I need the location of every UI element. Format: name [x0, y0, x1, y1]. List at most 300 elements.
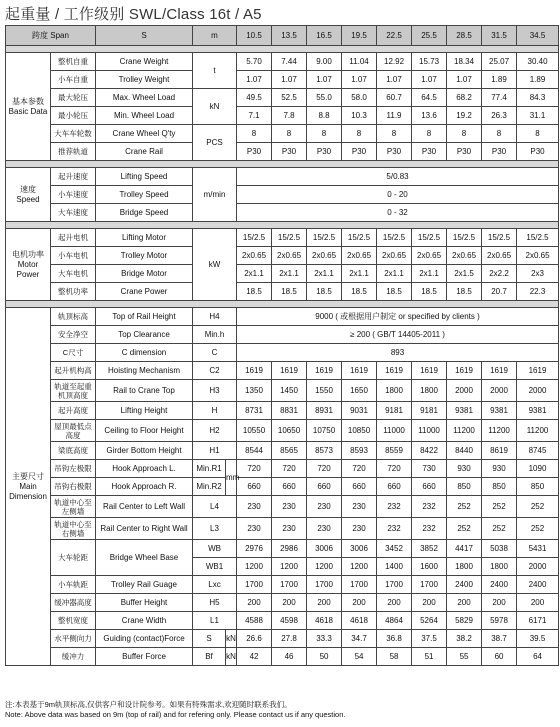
value-cell: 8544: [237, 442, 272, 460]
param-en: Trolley Weight: [96, 71, 193, 89]
header-span: 跨度 Span: [6, 26, 96, 46]
value-cell: 38.2: [447, 630, 482, 648]
param-cn: 最大轮压: [51, 89, 96, 107]
param-cn: 整机功率: [51, 283, 96, 301]
value-cell: P30: [517, 143, 559, 161]
param-cn: 轨道至起重机顶高度: [51, 380, 96, 402]
value-cell: 232: [412, 518, 447, 540]
value-cell: 1700: [342, 576, 377, 594]
param-en: Lifting Speed: [96, 168, 193, 186]
param-cn: 大车速度: [51, 204, 96, 222]
value-cell: 720: [237, 460, 272, 478]
header-span-value: 28.5: [447, 26, 482, 46]
value-cell: 2x1.1: [342, 265, 377, 283]
value-cell: 15/2.5: [377, 229, 412, 247]
table-row: [6, 402, 559, 420]
value-cell: 25.07: [482, 53, 517, 71]
group-main-dimension: 主要尺寸 Main Dimension: [6, 308, 51, 666]
header-span-value: 16.5: [307, 26, 342, 46]
table-row: [6, 576, 559, 594]
symbol-cell: S: [193, 630, 226, 648]
value-cell: 8559: [377, 442, 412, 460]
param-cn: 整机自重: [51, 53, 96, 71]
value-cell: 30.40: [517, 53, 559, 71]
symbol-cell: L3: [193, 518, 237, 540]
value-cell: 230: [307, 518, 342, 540]
symbol-cell: Min.R2: [193, 478, 226, 496]
value-cell: 10650: [272, 420, 307, 442]
value-cell: 200: [412, 594, 447, 612]
param-cn: 最小轮压: [51, 107, 96, 125]
value-cell: 720: [377, 460, 412, 478]
value-cell: 660: [307, 478, 342, 496]
value-cell: 15/2.5: [412, 229, 447, 247]
param-en: Rail Center to Left Wall: [96, 496, 193, 518]
value-cell: 18.5: [237, 283, 272, 301]
value-cell: 10550: [237, 420, 272, 442]
value-cell: 252: [447, 496, 482, 518]
header-span-value: 19.5: [342, 26, 377, 46]
value-cell: P30: [342, 143, 377, 161]
table-row: [6, 478, 559, 496]
value-cell: 1619: [517, 362, 559, 380]
param-en: Min. Wheel Load: [96, 107, 193, 125]
param-en: Bridge Wheel Base: [96, 540, 193, 576]
value-cell: 42: [237, 648, 272, 666]
param-en: C dimension: [96, 344, 193, 362]
value-cell: 2986: [272, 540, 307, 558]
table-row: [6, 204, 559, 222]
note-en: Note: Above data was based on 9m (top of rail) and for refering only. Please contact us if any question.: [5, 710, 346, 719]
param-cn: 起升速度: [51, 168, 96, 186]
value-cell: 52.5: [272, 89, 307, 107]
param-en: Crane Width: [96, 612, 193, 630]
value-cell: 2x0.65: [482, 247, 517, 265]
value-cell: 9181: [412, 402, 447, 420]
value-cell: 58.0: [342, 89, 377, 107]
value-cell: 4864: [377, 612, 412, 630]
value-cell: 200: [447, 594, 482, 612]
unit-cell: kW: [193, 229, 237, 301]
value-cell: 5264: [412, 612, 447, 630]
table-row: [6, 265, 559, 283]
value-cell: ≥ 200 ( GB/T 14405-2011 ): [237, 326, 559, 344]
param-cn: 轨道中心至右侧墙: [51, 518, 96, 540]
param-en: Crane Weight: [96, 53, 193, 71]
value-cell: 1090: [517, 460, 559, 478]
header-span-value: 22.5: [377, 26, 412, 46]
value-cell: 8619: [482, 442, 517, 460]
value-cell: 8745: [517, 442, 559, 460]
value-cell: 18.5: [272, 283, 307, 301]
value-cell: 11.9: [377, 107, 412, 125]
unit-cell: kN: [226, 648, 237, 666]
value-cell: 660: [377, 478, 412, 496]
table-row: [6, 344, 559, 362]
table-row: [6, 326, 559, 344]
value-cell: 18.5: [377, 283, 412, 301]
value-cell: 2x0.65: [307, 247, 342, 265]
value-cell: 1.07: [377, 71, 412, 89]
value-cell: 1700: [272, 576, 307, 594]
symbol-cell: C: [193, 344, 237, 362]
value-cell: 10.3: [342, 107, 377, 125]
param-cn: 小车轨距: [51, 576, 96, 594]
value-cell: 60.7: [377, 89, 412, 107]
value-cell: 1.07: [307, 71, 342, 89]
param-cn: 小车速度: [51, 186, 96, 204]
value-cell: 5829: [447, 612, 482, 630]
value-cell: 930: [482, 460, 517, 478]
value-cell: 9.00: [307, 53, 342, 71]
table-row: [6, 71, 559, 89]
value-cell: 11000: [377, 420, 412, 442]
value-cell: 1619: [237, 362, 272, 380]
param-cn: 吊钩右极限: [51, 478, 96, 496]
value-cell: 39.5: [517, 630, 559, 648]
param-cn: 推荐轨道: [51, 143, 96, 161]
value-cell: 2x1.1: [412, 265, 447, 283]
section-divider: [6, 222, 559, 229]
header-span-value: 25.5: [412, 26, 447, 46]
value-cell: 2x0.65: [342, 247, 377, 265]
unit-cell: m/min: [193, 168, 237, 222]
param-cn: 水平侧向力: [51, 630, 96, 648]
value-cell: 8565: [272, 442, 307, 460]
value-cell: P30: [237, 143, 272, 161]
table-row: [6, 460, 559, 478]
value-cell: 200: [377, 594, 412, 612]
value-cell: 230: [342, 518, 377, 540]
param-en: Trolley Rail Guage: [96, 576, 193, 594]
value-cell: 1619: [447, 362, 482, 380]
value-cell: 8422: [412, 442, 447, 460]
value-cell: 850: [482, 478, 517, 496]
symbol-cell: H5: [193, 594, 237, 612]
table-row: [6, 168, 559, 186]
value-cell: 11200: [517, 420, 559, 442]
value-cell: 232: [377, 518, 412, 540]
table-row: [6, 496, 559, 518]
value-cell: 9381: [482, 402, 517, 420]
value-cell: 1.07: [342, 71, 377, 89]
value-cell: 18.5: [412, 283, 447, 301]
value-cell: 2x3: [517, 265, 559, 283]
table-row: [6, 540, 559, 558]
value-cell: 4618: [307, 612, 342, 630]
value-cell: 5/0.83: [237, 168, 559, 186]
value-cell: 1200: [307, 558, 342, 576]
value-cell: 850: [517, 478, 559, 496]
value-cell: 720: [342, 460, 377, 478]
value-cell: 15/2.5: [447, 229, 482, 247]
param-en: Guiding (contact)Force: [96, 630, 193, 648]
value-cell: 8: [272, 125, 307, 143]
value-cell: 660: [412, 478, 447, 496]
value-cell: 11.04: [342, 53, 377, 71]
unit-cell: PCS: [193, 125, 237, 161]
value-cell: 15/2.5: [517, 229, 559, 247]
param-en: Max. Wheel Load: [96, 89, 193, 107]
group-speed: 速度 Speed: [6, 168, 51, 222]
value-cell: 9031: [342, 402, 377, 420]
param-cn: 缓冲器高度: [51, 594, 96, 612]
value-cell: 230: [272, 496, 307, 518]
value-cell: 8931: [307, 402, 342, 420]
value-cell: 2x0.65: [237, 247, 272, 265]
value-cell: 10850: [342, 420, 377, 442]
unit-cell: kN: [226, 630, 237, 648]
value-cell: 230: [272, 518, 307, 540]
value-cell: 660: [237, 478, 272, 496]
value-cell: 15/2.5: [342, 229, 377, 247]
value-cell: 77.4: [482, 89, 517, 107]
value-cell: 230: [237, 496, 272, 518]
value-cell: 60: [482, 648, 517, 666]
value-cell: 5038: [482, 540, 517, 558]
value-cell: 10750: [307, 420, 342, 442]
param-cn: 起升电机: [51, 229, 96, 247]
header-span-value: 10.5: [237, 26, 272, 46]
value-cell: P30: [272, 143, 307, 161]
value-cell: 2x2.2: [482, 265, 517, 283]
value-cell: 1450: [272, 380, 307, 402]
header-span-value: 13.5: [272, 26, 307, 46]
table-row: [6, 229, 559, 247]
value-cell: 232: [377, 496, 412, 518]
value-cell: 84.3: [517, 89, 559, 107]
value-cell: 11200: [447, 420, 482, 442]
value-cell: 8: [482, 125, 517, 143]
value-cell: 6171: [517, 612, 559, 630]
value-cell: 2x1.1: [272, 265, 307, 283]
value-cell: 1619: [342, 362, 377, 380]
value-cell: 1350: [237, 380, 272, 402]
table-row: [6, 380, 559, 402]
value-cell: 2000: [482, 380, 517, 402]
table-row: [6, 89, 559, 107]
param-cn: 梁底高度: [51, 442, 96, 460]
value-cell: 19.2: [447, 107, 482, 125]
param-en: Trolley Motor: [96, 247, 193, 265]
table-row: [6, 53, 559, 71]
value-cell: 3452: [377, 540, 412, 558]
section-divider: [6, 161, 559, 168]
symbol-cell: Bf: [193, 648, 226, 666]
value-cell: 200: [307, 594, 342, 612]
value-cell: P30: [482, 143, 517, 161]
value-cell: 54: [342, 648, 377, 666]
value-cell: 18.5: [342, 283, 377, 301]
value-cell: 1800: [447, 558, 482, 576]
value-cell: 7.1: [237, 107, 272, 125]
table-row: [6, 612, 559, 630]
group-motor-power: 电机功率 Motor Power: [6, 229, 51, 301]
value-cell: 1200: [237, 558, 272, 576]
value-cell: 1700: [237, 576, 272, 594]
table-row: [6, 518, 559, 540]
value-cell: 26.6: [237, 630, 272, 648]
value-cell: 1650: [342, 380, 377, 402]
value-cell: 1800: [412, 380, 447, 402]
value-cell: 15/2.5: [272, 229, 307, 247]
value-cell: 8593: [342, 442, 377, 460]
value-cell: 33.3: [307, 630, 342, 648]
value-cell: 252: [517, 518, 559, 540]
value-cell: 232: [412, 496, 447, 518]
value-cell: 1400: [377, 558, 412, 576]
value-cell: 2x0.65: [377, 247, 412, 265]
value-cell: 1619: [307, 362, 342, 380]
value-cell: P30: [447, 143, 482, 161]
value-cell: 1619: [412, 362, 447, 380]
table-row: [6, 648, 559, 666]
param-en: Buffer Height: [96, 594, 193, 612]
value-cell: 252: [447, 518, 482, 540]
param-en: Ceiling to Floor Height: [96, 420, 193, 442]
value-cell: 660: [272, 478, 307, 496]
value-cell: 2976: [237, 540, 272, 558]
param-cn: 屋顶最低点高度: [51, 420, 96, 442]
value-cell: 13.6: [412, 107, 447, 125]
symbol-cell: L4: [193, 496, 237, 518]
value-cell: 37.5: [412, 630, 447, 648]
value-cell: 1.07: [447, 71, 482, 89]
value-cell: 200: [237, 594, 272, 612]
value-cell: 200: [342, 594, 377, 612]
param-en: Hook Approach L.: [96, 460, 193, 478]
note-cn: 注:本表基于9m轨顶标高,仅供客户和设计院参考。如果有特殊需求,欢迎随时联系我们。: [5, 700, 292, 709]
value-cell: 8: [237, 125, 272, 143]
param-cn: 小车自重: [51, 71, 96, 89]
value-cell: 1.07: [237, 71, 272, 89]
value-cell: 1619: [377, 362, 412, 380]
value-cell: 15/2.5: [482, 229, 517, 247]
param-en: Hook Approach R.: [96, 478, 193, 496]
value-cell: 2x0.65: [272, 247, 307, 265]
symbol-cell: Lxc: [193, 576, 237, 594]
value-cell: 1800: [482, 558, 517, 576]
value-cell: 5431: [517, 540, 559, 558]
value-cell: 2400: [447, 576, 482, 594]
value-cell: 34.7: [342, 630, 377, 648]
value-cell: 200: [272, 594, 307, 612]
value-cell: 38.7: [482, 630, 517, 648]
value-cell: P30: [412, 143, 447, 161]
param-cn: 大车车轮数: [51, 125, 96, 143]
value-cell: 1200: [342, 558, 377, 576]
value-cell: 730: [412, 460, 447, 478]
value-cell: 20.7: [482, 283, 517, 301]
table-row: [6, 143, 559, 161]
value-cell: 1.07: [412, 71, 447, 89]
table-row: [6, 442, 559, 460]
param-en: Crane Power: [96, 283, 193, 301]
group-basic-data: 基本参数 Basic Data: [6, 53, 51, 161]
param-en: Trolley Speed: [96, 186, 193, 204]
value-cell: 22.3: [517, 283, 559, 301]
value-cell: 2x0.65: [447, 247, 482, 265]
value-cell: 1200: [272, 558, 307, 576]
value-cell: 15/2.5: [237, 229, 272, 247]
param-en: Hoisting Mechanism: [96, 362, 193, 380]
value-cell: 1619: [482, 362, 517, 380]
value-cell: 8: [307, 125, 342, 143]
table-row: [6, 630, 559, 648]
symbol-cell: H1: [193, 442, 237, 460]
value-cell: 2000: [447, 380, 482, 402]
table-row: [6, 283, 559, 301]
value-cell: 1700: [412, 576, 447, 594]
param-cn: 起升机构高: [51, 362, 96, 380]
header-s: S: [96, 26, 193, 46]
value-cell: 31.1: [517, 107, 559, 125]
value-cell: 46: [272, 648, 307, 666]
value-cell: 1700: [307, 576, 342, 594]
value-cell: 252: [517, 496, 559, 518]
header-unit: m: [193, 26, 237, 46]
divider-cell: [6, 161, 559, 168]
value-cell: 252: [482, 518, 517, 540]
param-cn: 吊钩左极限: [51, 460, 96, 478]
symbol-cell: H3: [193, 380, 237, 402]
header-span-value: 34.5: [517, 26, 559, 46]
table-row: [6, 107, 559, 125]
param-en: Crane Wheel Q'ty: [96, 125, 193, 143]
spec-table: [5, 25, 559, 666]
spec-table-wrapper: [5, 25, 553, 666]
value-cell: 64: [517, 648, 559, 666]
param-cn: 起升高度: [51, 402, 96, 420]
value-cell: 51: [412, 648, 447, 666]
page-title: 起重量 / 工作级别 SWL/Class 16t / A5: [5, 6, 262, 23]
value-cell: 2000: [517, 558, 559, 576]
value-cell: 230: [307, 496, 342, 518]
value-cell: 2x1.1: [307, 265, 342, 283]
param-cn: 整机宽度: [51, 612, 96, 630]
symbol-cell: C2: [193, 362, 237, 380]
param-en: Lifting Motor: [96, 229, 193, 247]
value-cell: 8440: [447, 442, 482, 460]
value-cell: 8573: [307, 442, 342, 460]
value-cell: 8731: [237, 402, 272, 420]
table-row: [6, 594, 559, 612]
divider-cell: [6, 46, 559, 53]
value-cell: 230: [237, 518, 272, 540]
value-cell: 8: [342, 125, 377, 143]
unit-cell: mm: [226, 460, 237, 496]
param-cn: 缓冲力: [51, 648, 96, 666]
param-cn: 轨道中心至左侧墙: [51, 496, 96, 518]
param-en: Crane Rail: [96, 143, 193, 161]
param-cn: 小车电机: [51, 247, 96, 265]
value-cell: 4588: [237, 612, 272, 630]
value-cell: 252: [482, 496, 517, 518]
value-cell: 2000: [517, 380, 559, 402]
value-cell: 200: [482, 594, 517, 612]
table-row: [6, 420, 559, 442]
value-cell: 0 - 32: [237, 204, 559, 222]
value-cell: 4598: [272, 612, 307, 630]
symbol-cell: WB1: [193, 558, 237, 576]
value-cell: 2x1.5: [447, 265, 482, 283]
value-cell: 26.3: [482, 107, 517, 125]
param-en: Bridge Speed: [96, 204, 193, 222]
param-en: Girder Bottom Height: [96, 442, 193, 460]
value-cell: 8.8: [307, 107, 342, 125]
value-cell: 8: [412, 125, 447, 143]
symbol-cell: Min.R1: [193, 460, 226, 478]
